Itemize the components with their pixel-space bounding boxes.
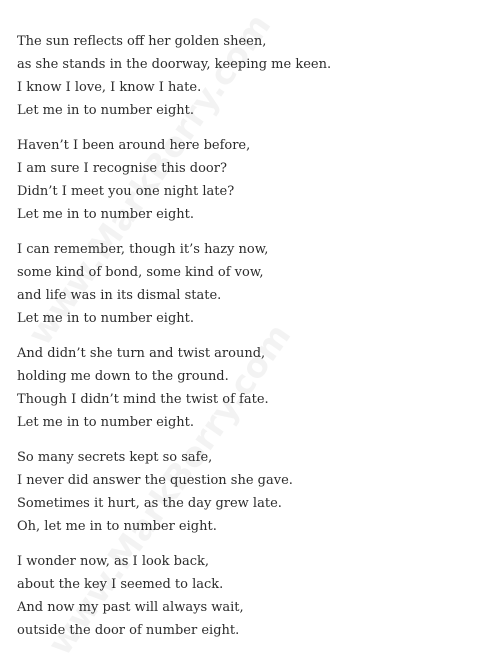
stanza-3 — [17, 241, 477, 333]
poem-line: outside the door of number eight. — [17, 623, 240, 638]
poem-line: I am sure I recognise this door? — [17, 161, 227, 176]
poem-line: So many secrets kept so safe, — [17, 450, 213, 465]
poem-line: I wonder now, as I look back, — [17, 554, 210, 569]
poem-line: and life was in its dismal state. — [17, 288, 222, 303]
poem-line: The sun reflects off her golden sheen, — [17, 34, 267, 49]
poem-line: And now my past will always wait, — [17, 600, 244, 615]
poem-body — [17, 33, 477, 657]
stanza-5 — [17, 449, 477, 541]
stanza-1 — [17, 33, 477, 125]
poem-line: holding me down to the ground. — [17, 369, 229, 384]
poem-line: I can remember, though it’s hazy now, — [17, 242, 269, 257]
stanza-6 — [17, 553, 477, 645]
poem-line: Didn’t I meet you one night late? — [17, 184, 235, 199]
poem-line: I know I love, I know I hate. — [17, 80, 202, 95]
poem-line: as she stands in the doorway, keeping me keen. — [17, 57, 332, 72]
poem-line: Let me in to number eight. — [17, 207, 195, 222]
stanza-2 — [17, 137, 477, 229]
poem-line: Haven’t I been around here before, — [17, 138, 251, 153]
poem-line: I never did answer the question she gave. — [17, 473, 293, 488]
poem-line: some kind of bond, some kind of vow, — [17, 265, 264, 280]
stanza-4 — [17, 345, 477, 437]
poem-line: Let me in to number eight. — [17, 415, 195, 430]
poem-line: And didn’t she turn and twist around, — [17, 346, 266, 361]
poem-line: about the key I seemed to lack. — [17, 577, 224, 592]
poem-line: Let me in to number eight. — [17, 311, 195, 326]
poem-line: Let me in to number eight. — [17, 103, 195, 118]
poem-line: Though I didn’t mind the twist of fate. — [17, 392, 269, 407]
poem-line: Sometimes it hurt, as the day grew late. — [17, 496, 282, 511]
poem-line: Oh, let me in to number eight. — [17, 519, 217, 534]
